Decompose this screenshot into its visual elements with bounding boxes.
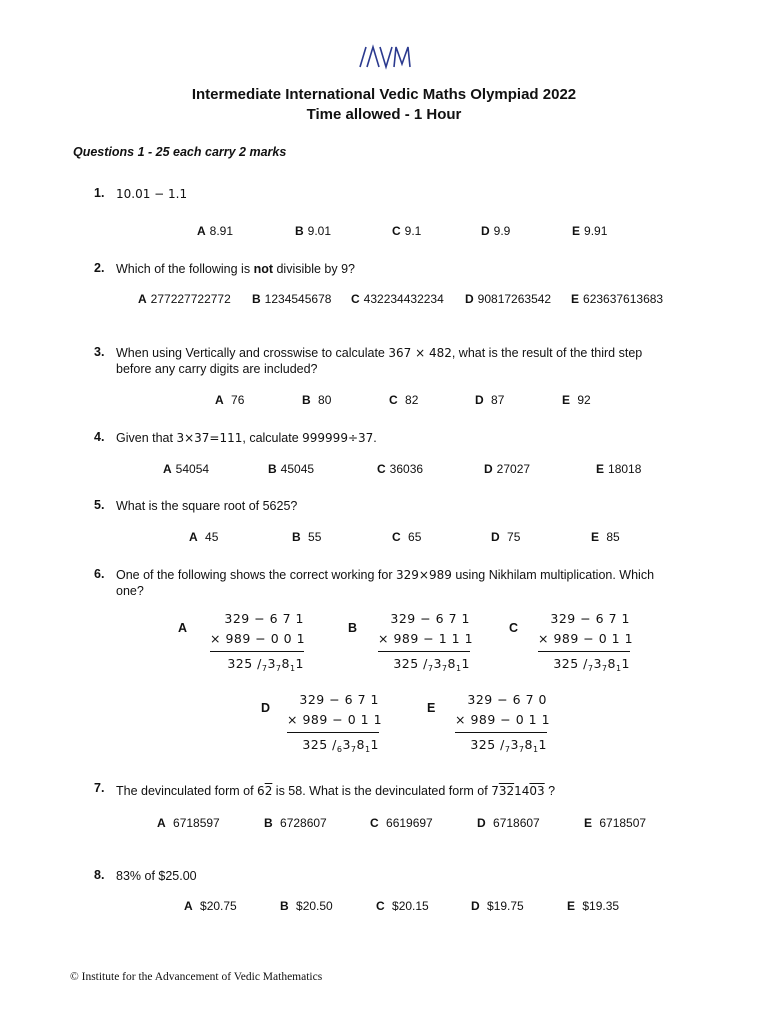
q4-option-e[interactable]: E 18018 [596,462,642,476]
question-number: 8. [94,868,105,882]
q8-option-e[interactable]: E $19.35 [567,899,620,913]
q4-option-c[interactable]: C 36036 [377,462,424,476]
instructions: Questions 1 - 25 each carry 2 marks [73,145,287,159]
q6-choice-d-working: 329 − 6 7 1 × 989 − 0 1 1 325 $/_63_78_11$ [287,692,383,754]
q7-option-e[interactable]: E 6718507 [584,816,647,830]
q2-option-b[interactable]: B 1234545678 [252,292,332,306]
q1-option-a[interactable]: A 8.91 [197,224,234,238]
q7-option-a[interactable]: A 6718597 [157,816,220,830]
q3-option-d[interactable]: D 87 [475,393,505,407]
q2-option-a[interactable]: A 277227722772 [138,292,231,306]
question-number: 3. [94,345,105,359]
q3-option-b[interactable]: B 80 [302,393,332,407]
question-number: 4. [94,430,105,444]
question-number: 5. [94,498,105,512]
q1-option-d[interactable]: D 9.9 [481,224,511,238]
q7-option-b[interactable]: B 6728607 [264,816,327,830]
q6-choice-b-label[interactable]: B [348,621,358,635]
q6-choice-e-label[interactable]: E [427,701,436,715]
question-1-text: 10.01 − 1.1 [116,187,188,201]
question-3-text: When using Vertically and crosswise to calculate 367 × 482, what is the result of the third step before any carry digits are included? [116,346,643,376]
q4-option-d[interactable]: D 27027 [484,462,531,476]
q6-choice-a-label[interactable]: A [178,621,188,635]
q1-option-e[interactable]: E 9.91 [572,224,608,238]
question-number: 7. [94,781,105,795]
q8-option-c[interactable]: C $20.15 [376,899,429,913]
question-number: 2. [94,261,105,275]
q2-option-e[interactable]: E 623637613683 [571,292,664,306]
q3-option-c[interactable]: C 82 [389,393,419,407]
q6-choice-c-working: 329 − 6 7 1 × 989 − 0 1 1 325 $/_73_78_11$ [538,611,634,673]
q5-option-a[interactable]: A 45 [189,530,219,544]
q5-option-d[interactable]: D 75 [491,530,521,544]
time-allowed: Time allowed - 1 Hour [306,106,462,123]
question-7-text: The devinculated form of 62 is 58. What is the devinculated form of 7321403 ? [116,784,556,798]
question-5-text: What is the square root of 5625? [116,499,298,513]
q7-option-d[interactable]: D 6718607 [477,816,540,830]
copyright-footer: © Institute for the Advancement of Vedic Mathematics [70,971,323,983]
q6-choice-e-working: 329 − 6 7 0 × 989 − 0 1 1 325 $/_73_78_11$ [455,692,551,754]
q5-option-e[interactable]: E 85 [591,530,620,544]
q6-choice-b-working: 329 − 6 7 1 × 989 − 1 1 1 325 $/_73_78_11$ [378,611,474,673]
question-4-text: Given that 3×37=111, calculate 999999÷37. [116,431,377,445]
question-2-text: Which of the following is not divisible by 9? [116,262,355,276]
q5-option-b[interactable]: B 55 [292,530,322,544]
q3-option-a[interactable]: A 76 [215,393,245,407]
question-8-text: 83% of $25.00 [116,869,197,883]
q6-choice-a-working: 329 − 6 7 1 × 989 − 0 0 1 325 $/_73_78_11$ [210,611,306,673]
q2-option-c[interactable]: C 432234432234 [351,292,444,306]
question-number: 1. [94,186,105,200]
q2-option-d[interactable]: D 90817263542 [465,292,552,306]
q7-option-c[interactable]: C 6619697 [370,816,433,830]
q8-option-a[interactable]: A $20.75 [184,899,237,913]
iavm-logo [0,44,768,75]
q3-option-e[interactable]: E 92 [562,393,591,407]
q4-option-a[interactable]: A 54054 [163,462,210,476]
exam-title: Intermediate International Vedic Maths Olympiad 2022 [191,86,577,103]
q8-option-b[interactable]: B $20.50 [280,899,333,913]
q4-option-b[interactable]: B 45045 [268,462,315,476]
q6-choice-d-label[interactable]: D [261,701,271,715]
q6-choice-c-label[interactable]: C [509,621,519,635]
q1-option-b[interactable]: B 9.01 [295,224,332,238]
question-number: 6. [94,567,105,581]
question-6-text: One of the following shows the correct working for 329×989 using Nikhilam multiplication. Which one? [116,568,655,598]
q5-option-c[interactable]: C 65 [392,530,422,544]
q1-option-c[interactable]: C 9.1 [392,224,422,238]
iavm-logo-mark [354,44,414,70]
q8-option-d[interactable]: D $19.75 [471,899,524,913]
